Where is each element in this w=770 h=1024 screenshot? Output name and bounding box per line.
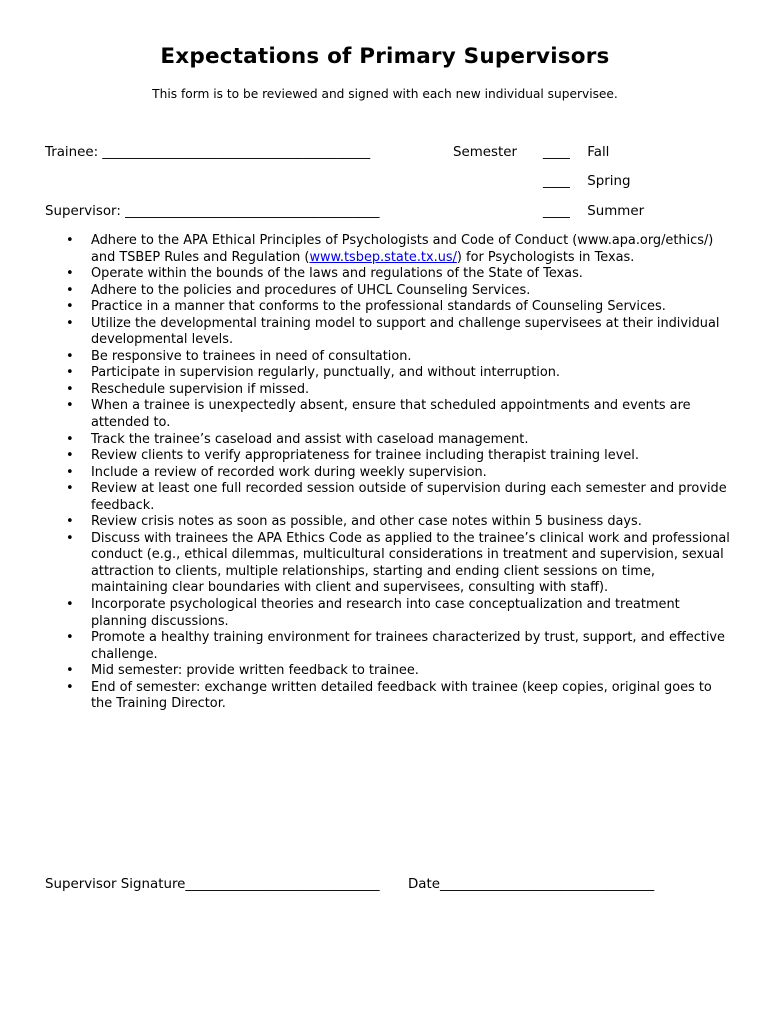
list-item [45,233,735,266]
semester-option-label: Spring [587,174,631,189]
supervisor-signature-field[interactable]: Supervisor Signature_____________________________ [45,877,380,892]
list-item: • Review at least one full recorded session outside of supervision during each semester and provide feedback. [45,481,735,514]
list-item: • Review clients to verify appropriateness for trainee including therapist training level. [45,448,735,465]
semester-option-label: Fall [587,145,610,160]
expectations-list [45,233,735,713]
document-subtitle: This form is to be reviewed and signed with each new individual supervisee. [152,87,618,101]
list-item: • Review crisis notes as soon as possible, and other case notes within 5 business days. [45,514,735,531]
date-field[interactable]: Date________________________________ [408,877,655,892]
list-item: • End of semester: exchange written detailed feedback with trainee (keep copies, original goes to the Training Director. [45,680,735,713]
list-item: • Reschedule supervision if missed. [45,382,735,399]
semester-option-label: Summer [587,204,645,219]
semester-option-spring[interactable] [543,174,630,189]
list-item: • Participate in supervision regularly, punctually, and without interruption. [45,365,735,382]
list-item: • Discuss with trainees the APA Ethics Code as applied to the trainee’s clinical work and professional conduct (e.g., ethical dilemmas, multicultural considerations in treatment and supervision, sexual attraction to clients, multiple relationships, starting and ending client sessions on time, maintaining clear boundaries with client and supervisees, consulting with staff). [45,531,735,597]
document-title: Expectations of Primary Supervisors [160,44,610,69]
list-item: • When a trainee is unexpectedly absent, ensure that scheduled appointments and events are attended to. [45,398,735,431]
semester-checkbox-blank[interactable]: ____ [543,145,570,160]
supervisor-field[interactable]: Supervisor: ______________________________________ [45,204,380,219]
semester-label: Semester [453,145,517,160]
semester-option-fall[interactable] [543,145,609,160]
trainee-field[interactable]: Trainee: ________________________________________ [45,145,371,160]
list-item: • Mid semester: provide written feedback to trainee. [45,663,735,680]
list-item: • Practice in a manner that conforms to the professional standards of Counseling Services. [45,299,735,316]
semester-option-summer[interactable] [543,204,644,219]
list-item: • Utilize the developmental training model to support and challenge supervisees at their individual developmental levels. [45,316,735,349]
list-item: • Track the trainee’s caseload and assist with caseload management. [45,432,735,449]
list-item: • Include a review of recorded work during weekly supervision. [45,465,735,482]
list-item-text: ) for Psychologists in Texas. [456,249,635,265]
semester-checkbox-blank[interactable]: ____ [543,204,570,219]
list-item: • Operate within the bounds of the laws and regulations of the State of Texas. [45,266,735,283]
tsbep-link[interactable]: www.tsbep.state.tx.us/ [309,249,457,265]
list-item-text: Adhere to the APA Ethical Principles of Psychologists and Code of Conduct (www.apa.org/ethics/) and TSBEP Rules and Regulation ( [91,233,714,265]
semester-checkbox-blank[interactable]: ____ [543,174,570,189]
list-item: • Incorporate psychological theories and research into case conceptualization and treatment planning discussions. [45,597,735,630]
list-item: • Promote a healthy training environment for trainees characterized by trust, support, and effective challenge. [45,630,735,663]
list-item: • Be responsive to trainees in need of consultation. [45,349,735,366]
list-item: • Adhere to the policies and procedures of UHCL Counseling Services. [45,283,735,300]
